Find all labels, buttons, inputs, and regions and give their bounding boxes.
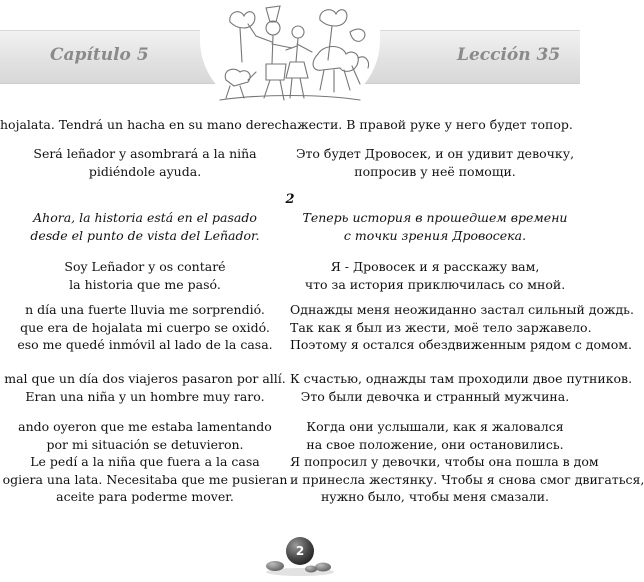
ru-paragraph-4: Я - Дровосек и я расскажу вам, что за история приключилась со мной. [304,259,566,292]
es-paragraph-4: Soy Leñador y os contaré la historia que me pasó. [64,259,226,292]
ru-paragraph-5: Однажды меня неожиданно застал сильный дождь. Так как я был из жести, моё тело заржавело. Поэтому я остался обездвиженным рядом с домом. [290,302,634,352]
page-number: 2 [295,544,305,558]
chapter-label: Capítulo 5 [50,45,149,65]
lesson-label: Lección 35 [457,45,561,65]
es-paragraph-3: Ahora, la historia está en el pasado desde el punto de vista del Leñador. [30,210,260,243]
es-paragraph-1: hojalata. Tendrá un hacha en su mano derecha. [0,117,302,132]
es-paragraph-7: ando oyeron que me estaba lamentando por mi situación se detuvieron. Le pedí a la niña que fuera a la casa ogiera una lata. Necesitaba que me pusieran aceite para poderme mover. [2,419,288,504]
ru-paragraph-6: К счастью, однажды там проходили двое путников. Это были девочка и странный мужчина. [290,371,633,404]
es-paragraph-2: Será leñador y asombrará a la niña pidiéndole ayuda. [33,146,257,179]
ru-paragraph-3: Теперь история в прошедшем времени с точки зрения Дровосека. [302,210,568,243]
es-paragraph-5: n día una fuerte lluvia me sorprendió. que era de hojalata mi cuerpo se oxidó. eso me quedé inmóvil al lado de la casa. [17,302,273,352]
ru-paragraph-7: Когда они услышали, как я жаловался на свое положение, они остановились. Я попросил у девочки, чтобы она пошла в дом и принесла жестянку. Чтобы я снова смог двигаться, нужно было, чтобы меня смазали. [290,419,644,504]
ru-paragraph-2: Это будет Дровосек, и он удивит девочку, попросив у неё помощи. [295,146,575,179]
es-paragraph-6: mal que un día dos viajeros pasaron por allí. Eran una niña y un hombre muy raro. [4,371,286,404]
spanish-column [0,0,302,580]
russian-column [290,0,644,580]
section-number: 2 [285,192,295,207]
ru-paragraph-1: жести. В правой руке у него будет топор. [297,117,573,132]
